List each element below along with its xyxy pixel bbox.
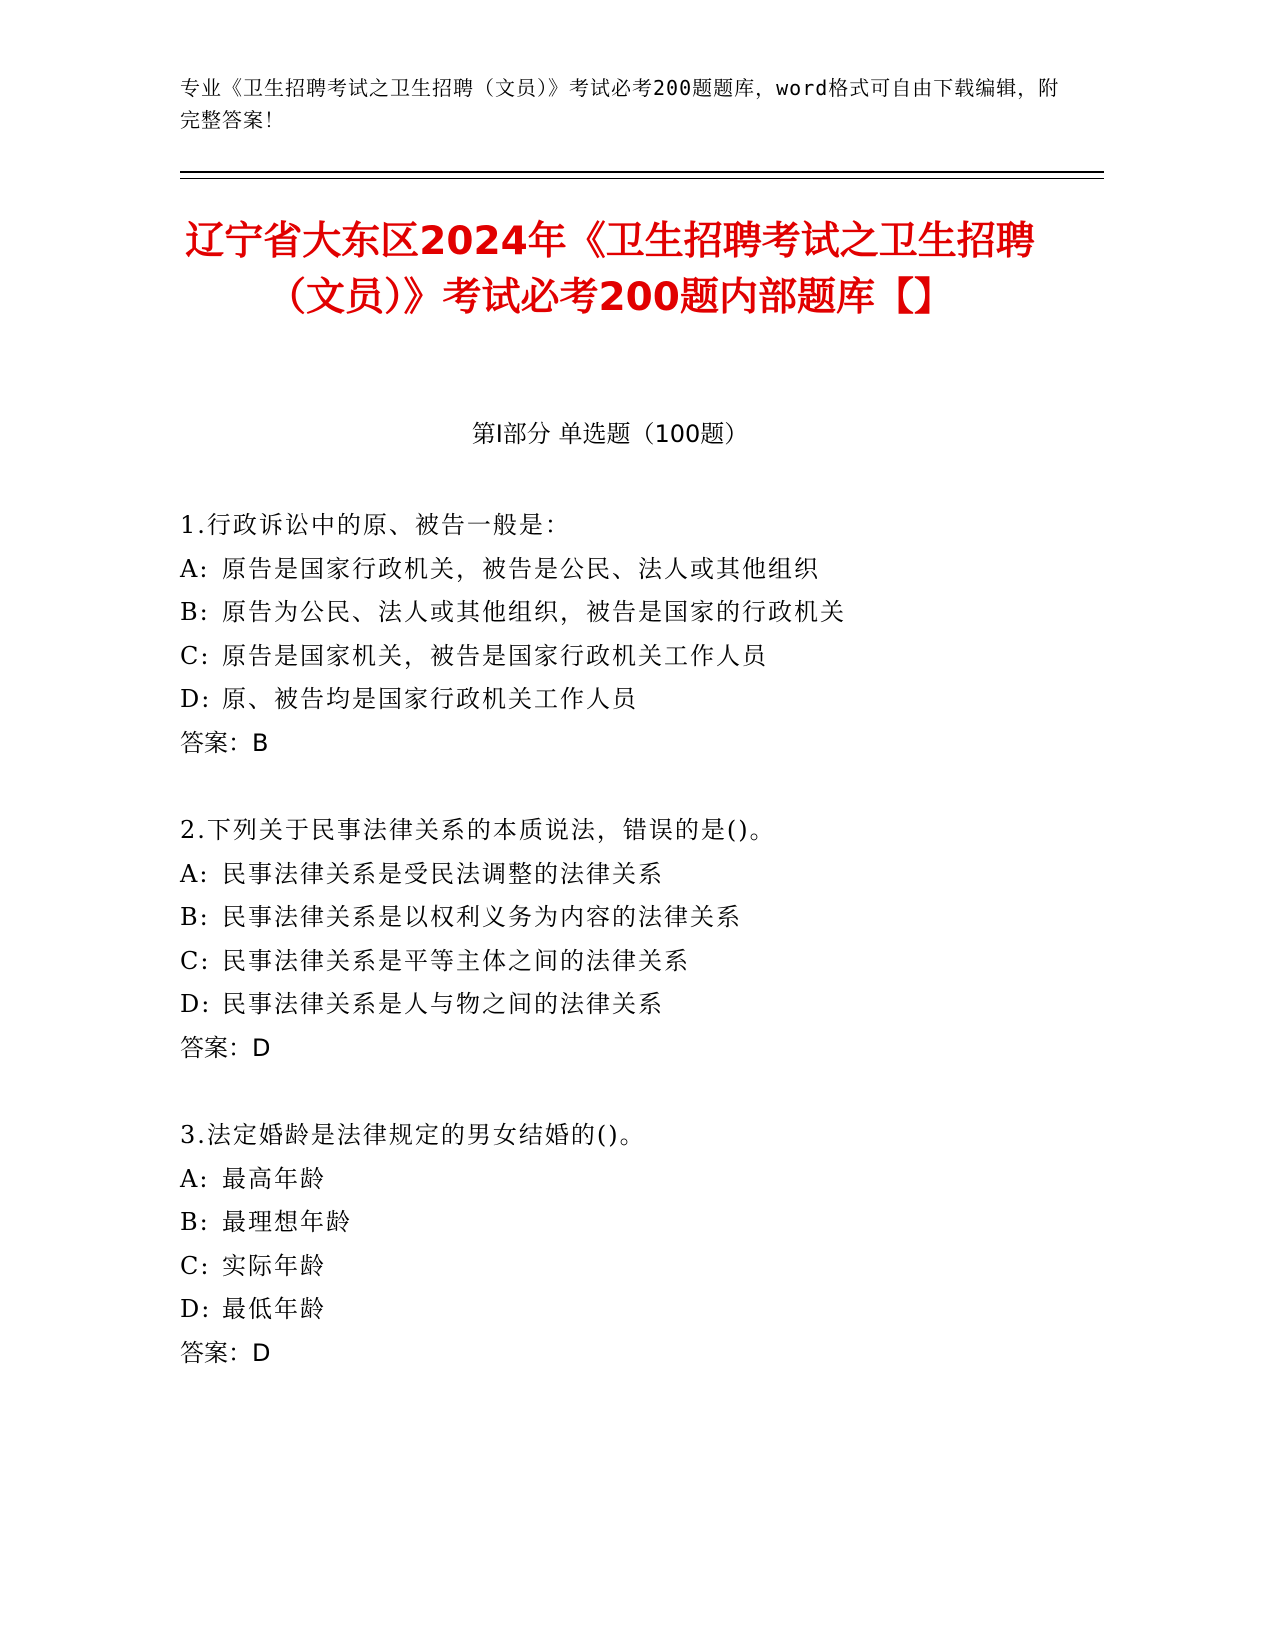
answer-value: D: [252, 1338, 271, 1367]
question-stem: 1.行政诉讼中的原、被告一般是：: [180, 511, 571, 539]
option-text: 原告是国家行政机关，被告是公民、法人或其他组织: [222, 554, 820, 583]
option-c: [180, 635, 1080, 679]
answer-label: 答案：: [180, 728, 252, 757]
answer-label: 答案：: [180, 1033, 252, 1062]
option-key: A:: [180, 554, 210, 583]
option-text: 民事法律关系是平等主体之间的法律关系: [222, 946, 690, 975]
header-rule-thin: [180, 178, 1104, 179]
option-text: 原告是国家机关，被告是国家行政机关工作人员: [222, 641, 768, 670]
header-rule-thick: [180, 171, 1104, 173]
option-key: A:: [180, 859, 210, 888]
option-key: D:: [180, 1295, 212, 1323]
option-key: B:: [180, 903, 210, 931]
option-text: 最低年龄: [222, 1295, 326, 1323]
question-3: [180, 1114, 1080, 1375]
section-heading: 第I部分 单选题（100题）: [471, 420, 749, 448]
option-key: B:: [180, 1208, 210, 1236]
option-text: 民事法律关系是受民法调整的法律关系: [222, 859, 664, 888]
option-key: A:: [180, 1164, 210, 1193]
answer-line: [180, 1027, 1080, 1071]
option-key: C:: [180, 946, 211, 975]
option-b: [180, 1201, 1080, 1245]
document-title: 辽宁省大东区2024年《卫生招聘考试之卫生招聘（文员）》考试必考200题内部题库【】: [185, 219, 1035, 320]
option-c: [180, 1245, 1080, 1289]
option-b: [180, 591, 1080, 635]
answer-label: 答案：: [180, 1338, 252, 1367]
option-text: 民事法律关系是人与物之间的法律关系: [222, 990, 664, 1018]
option-a: [180, 853, 1080, 897]
option-c: [180, 940, 1080, 984]
answer-value: B: [252, 728, 269, 757]
option-b: [180, 896, 1080, 940]
question-2: [180, 809, 1080, 1070]
option-key: D:: [180, 685, 212, 713]
option-text: 最理想年龄: [222, 1208, 352, 1236]
option-text: 民事法律关系是以权利义务为内容的法律关系: [222, 903, 742, 931]
option-key: D:: [180, 990, 212, 1018]
option-text: 实际年龄: [222, 1251, 326, 1280]
option-key: C:: [180, 641, 211, 670]
option-a: [180, 548, 1080, 592]
option-text: 原告为公民、法人或其他组织，被告是国家的行政机关: [222, 598, 846, 626]
answer-value: D: [252, 1033, 271, 1062]
question-stem: 3.法定婚龄是法律规定的男女结婚的()。: [180, 1121, 646, 1149]
option-a: [180, 1158, 1080, 1202]
option-key: B:: [180, 598, 210, 626]
option-key: C:: [180, 1251, 211, 1280]
question-1: [180, 504, 1080, 765]
option-d: [180, 678, 1080, 722]
option-text: 原、被告均是国家行政机关工作人员: [222, 685, 638, 713]
option-text: 最高年龄: [222, 1164, 326, 1193]
header-note: 专业《卫生招聘考试之卫生招聘（文员）》考试必考200题题库，word格式可自由下载编辑，附完整答案！: [180, 76, 1060, 132]
answer-line: [180, 1332, 1080, 1376]
question-stem: 2.下列关于民事法律关系的本质说法，错误的是()。: [180, 816, 776, 844]
option-d: [180, 983, 1080, 1027]
option-d: [180, 1288, 1080, 1332]
answer-line: [180, 722, 1080, 766]
